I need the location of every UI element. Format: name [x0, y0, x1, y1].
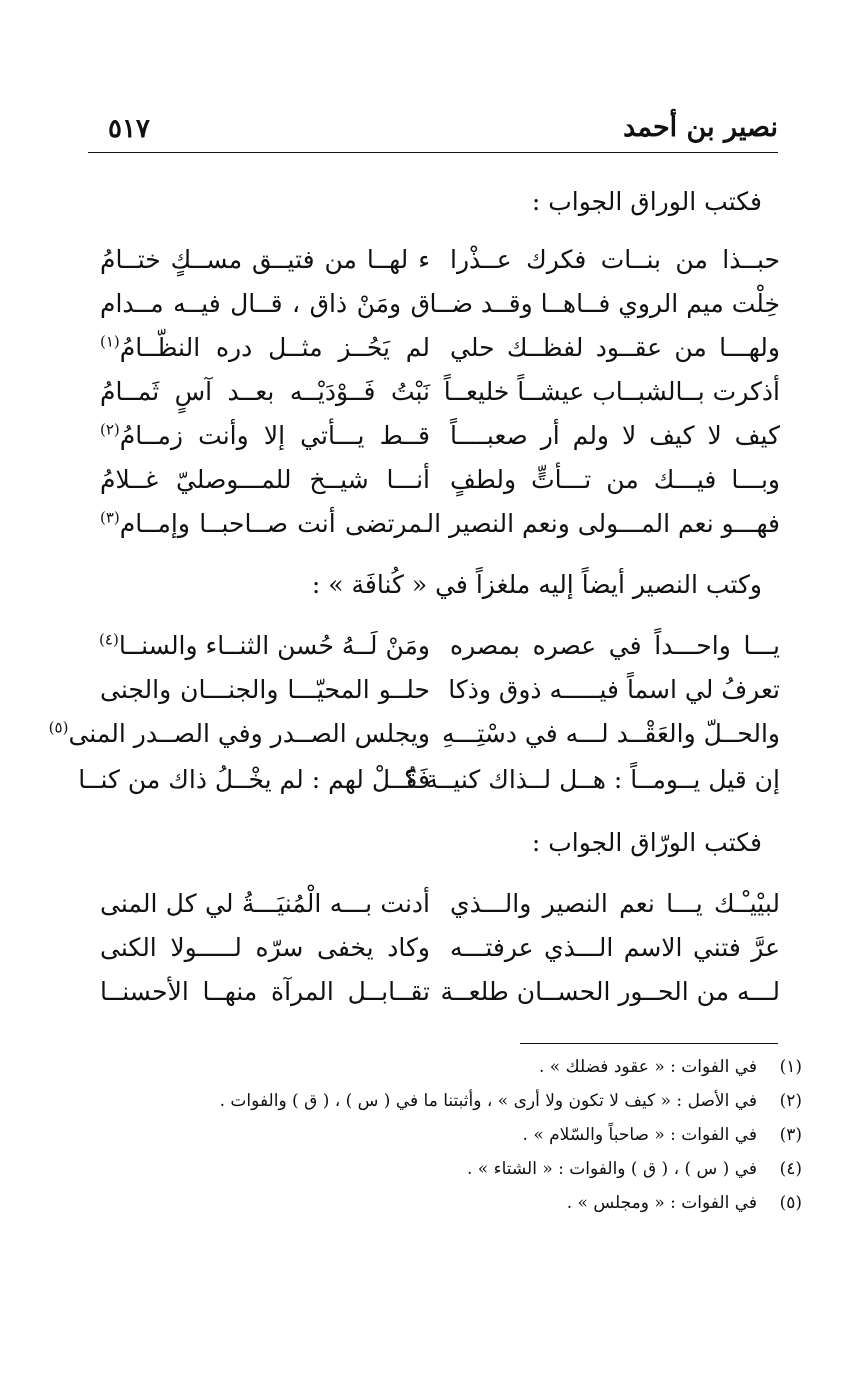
verse-first-hemistich: خِلْت ميم الروي فــاهــا وقــد ضــا [429, 289, 780, 318]
section-intro: فكتب الورّاق الجواب : [531, 828, 762, 857]
footnote [467, 1159, 802, 1189]
verse-first-hemistich: تعرفُ لي اسماً فيـــــه ذوق وذكا [448, 675, 780, 704]
verse [100, 884, 780, 924]
verse-first-hemistich: يـــا واحـــداً في عصره بمصره [450, 631, 780, 660]
verse-second-hemistich: ء لهــا من فتيــق مســكٍ ختــامُ [100, 245, 430, 274]
verse-second-hemistich: قــط يـــأتي إلا وأنت زمــامُ$^{(٢)}$ [100, 420, 430, 450]
footnote-number: (١) [779, 1057, 802, 1077]
verse-first-hemistich: إن قيل يــومــاً : هــل لــذاك كنيــة ؟ [404, 765, 780, 794]
verse-second-hemistich: فَقُــلْ لهم : لم يخْــلُ ذاك من كنــا [78, 765, 430, 794]
footnote-number: (٤) [779, 1159, 802, 1179]
footnote [567, 1193, 802, 1223]
footnote [523, 1125, 802, 1155]
footnote-text: في الفوات : « ومجلس » . [566, 1193, 757, 1213]
footnote-marker: (٤) [99, 630, 119, 649]
footnote-text: في ( س ) ، ( ق ) والفوات : « الشتاء » . [466, 1159, 757, 1179]
verse [48, 714, 780, 754]
verse [100, 626, 780, 666]
verse-first-hemistich: وبـــا فيـــك من تـــأتٍّ ولطفٍ [450, 465, 780, 494]
footnote-marker: (٣) [100, 508, 120, 527]
footnote-marker: (٥) [48, 718, 69, 737]
verse-first-hemistich: ولهـــا من عقــود لفظــك حلي [450, 333, 780, 362]
verse-first-hemistich: حبــذا من بنــات فكرك عــذْرا [450, 245, 780, 274]
footnote-number: (٥) [779, 1193, 802, 1213]
footnote-number: (٣) [779, 1125, 802, 1145]
running-header [88, 112, 778, 152]
verse [100, 328, 780, 368]
section-intro: وكتب النصير أيضاً إليه ملغزاً في « كُنافَة » : [311, 570, 762, 599]
footnote-number: (٢) [779, 1091, 802, 1111]
header-divider [88, 152, 778, 153]
verse-second-hemistich: نَبْتُ فَــوْدَيْــه بعــد آسٍ ثَمــامُ [100, 377, 430, 406]
section-intro: فكتب الوراق الجواب : [531, 187, 762, 216]
footnote [220, 1091, 802, 1121]
verse-first-hemistich: أذكرت بــالشبــاب عيشــاً خليعــاً [443, 377, 780, 406]
verse-second-hemistich: أنـــا شيــخ للمـــوصليّ غــلامُ [100, 465, 430, 494]
verse-second-hemistich: وكاد يخفى سرّه لـــــولا الكنى [100, 933, 430, 962]
verse-second-hemistich: ومَنْ لَــهُ حُسن الثنــاء والسنــا$^{(٤)}$ [99, 630, 430, 660]
verse-second-hemistich: أدنت بـــه الْمُنيَـــةُ لي كل المنى [100, 889, 430, 918]
verse-second-hemistich: ق ومَنْ ذاق ، قــال فيــه مــدام [100, 289, 430, 318]
verse [100, 928, 780, 968]
verse [100, 372, 780, 412]
verse-second-hemistich: ـمرتضى أنت صــاحبــا وإمــام$^{(٣)}$ [100, 508, 430, 538]
verse [100, 670, 780, 710]
footnote-divider [520, 1043, 778, 1044]
running-title: نصير بن أحمد [623, 112, 778, 143]
footnote-marker: (١) [100, 332, 120, 351]
footnote-text: في الفوات : « عقود فضلك » . [539, 1057, 757, 1077]
verse-first-hemistich: فهـــو نعم المـــولى ونعم النصير الـ [419, 509, 780, 538]
verse [78, 760, 780, 800]
verse [100, 416, 780, 456]
verse [100, 460, 780, 500]
verse-first-hemistich: عرَّ فتني الاسم الـــذي عرفتـــه [450, 933, 780, 962]
verse [100, 504, 780, 544]
footnote-marker: (٢) [100, 420, 120, 439]
verse-first-hemistich: كيف لا كيف لا ولم أر صعبــــاً [450, 421, 780, 450]
verse [100, 240, 780, 280]
verse [100, 284, 780, 324]
verse-first-hemistich: لـــه من الحــور الحســان طلعــة [440, 977, 780, 1006]
verse-second-hemistich: ويجلس الصــدر وفي الصــدر المنى$^{(٥)}$ [48, 718, 430, 748]
verse-second-hemistich: حلــو المحيّـــا والجنـــان والجنى [100, 675, 430, 704]
verse-second-hemistich: تقــابــل المرآة منهــا الأحسنــا [100, 977, 430, 1006]
footnote-text: في الأصل : « كيف لا تكون ولا أرى » ، وأثبتنا ما في ( س ) ، ( ق ) والفوات . [219, 1091, 757, 1111]
verse-first-hemistich: لبيْيـْـك يـــا نعم النصير والـــذي [450, 889, 780, 918]
page-number: ٥١٧ [108, 114, 150, 144]
verse-second-hemistich: لم يَحُــز مثــل دره النظّــامُ$^{(١)}$ [100, 332, 430, 362]
verse-first-hemistich: والحــلّ والعَقْــد لـــه في دسْتِـــهِ [441, 719, 780, 748]
footnote [539, 1057, 802, 1087]
verse [100, 972, 780, 1012]
footnote-text: في الفوات : « صاحباً والسّلام » . [522, 1125, 757, 1145]
